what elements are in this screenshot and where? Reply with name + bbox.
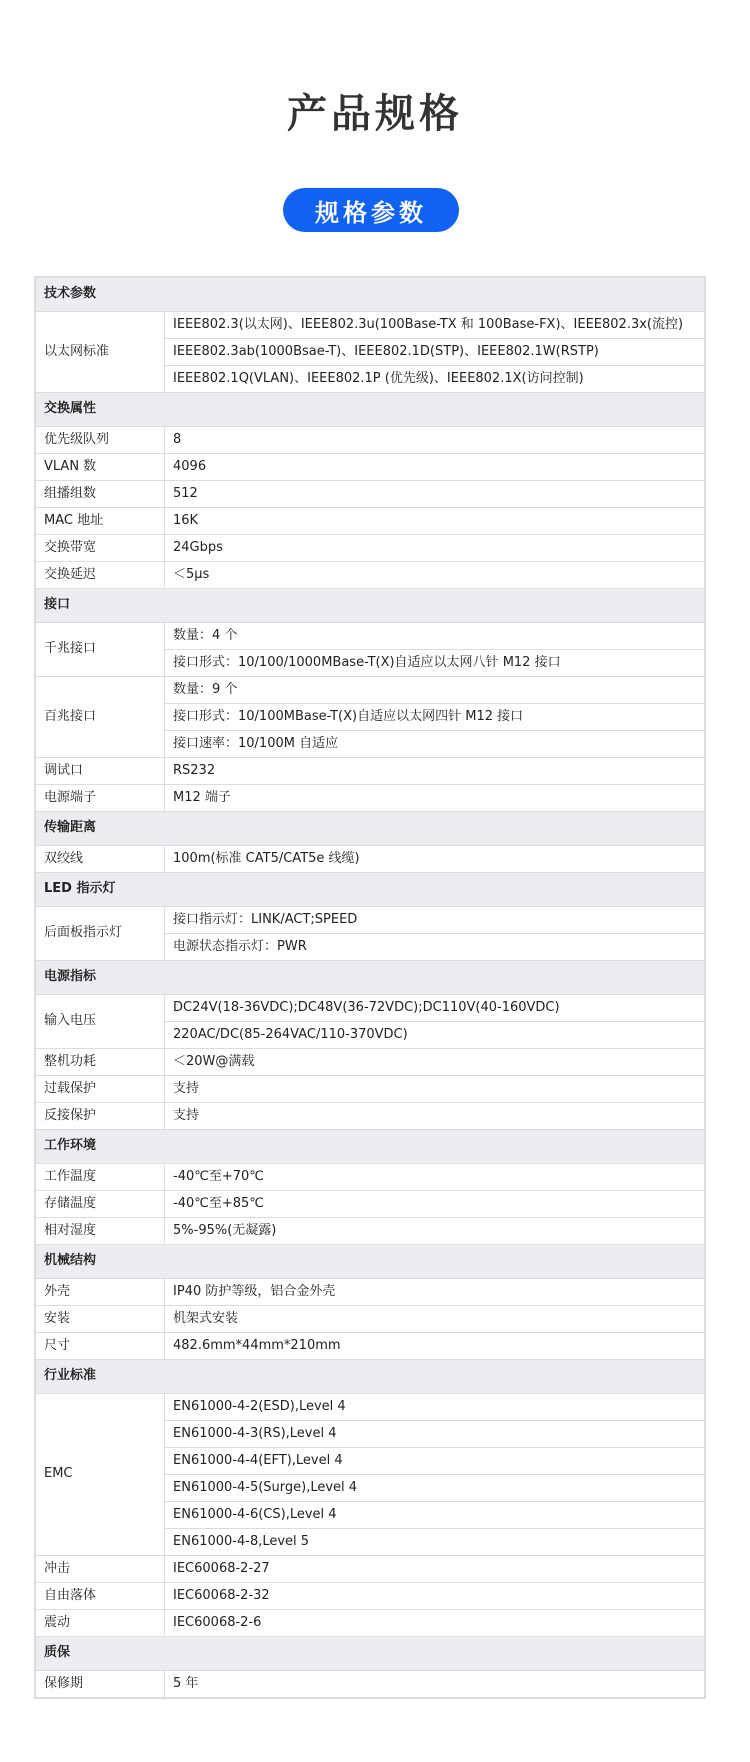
spec-value: ＜20W@满载	[165, 1049, 706, 1076]
spec-row	[35, 1671, 705, 1699]
spec-value: ＜5μs	[165, 562, 706, 589]
spec-value: M12 端子	[165, 785, 706, 812]
spec-row	[35, 1394, 705, 1421]
spec-key: VLAN 数	[35, 454, 165, 481]
spec-params-badge: 规格参数	[283, 188, 459, 232]
section-heading: 机械结构	[35, 1245, 705, 1279]
spec-value: 数量：9 个	[165, 677, 706, 704]
spec-key: 后面板指示灯	[35, 907, 165, 961]
spec-value: 数量：4 个	[165, 623, 706, 650]
spec-row	[35, 995, 705, 1022]
spec-key: 交换延迟	[35, 562, 165, 589]
spec-value: 支持	[165, 1103, 706, 1130]
page-title: 产品规格	[287, 91, 463, 137]
spec-key: 百兆接口	[35, 677, 165, 758]
section-heading: LED 指示灯	[35, 873, 705, 907]
section-heading: 工作环境	[35, 1130, 705, 1164]
spec-value: -40℃至+85℃	[165, 1191, 706, 1218]
spec-row	[35, 535, 705, 562]
spec-value: 5%-95%(无凝露)	[165, 1218, 706, 1245]
spec-key: 震动	[35, 1610, 165, 1637]
spec-key: 反接保护	[35, 1103, 165, 1130]
spec-key: 冲击	[35, 1556, 165, 1583]
spec-value: 100m(标准 CAT5/CAT5e 线缆)	[165, 846, 706, 873]
section-header-row	[35, 589, 705, 623]
spec-value: 16K	[165, 508, 706, 535]
spec-value: IP40 防护等级，铝合金外壳	[165, 1279, 706, 1306]
spec-value: 接口形式：10/100MBase-T(X)自适应以太网四针 M12 接口	[165, 704, 706, 731]
spec-value: EN61000-4-4(EFT),Level 4	[165, 1448, 706, 1475]
spec-value: 24Gbps	[165, 535, 706, 562]
section-header-row	[35, 961, 705, 995]
spec-row	[35, 785, 705, 812]
spec-row	[35, 677, 705, 704]
spec-row	[35, 1583, 705, 1610]
spec-key: 整机功耗	[35, 1049, 165, 1076]
section-heading: 传输距离	[35, 812, 705, 846]
section-header-row	[35, 873, 705, 907]
section-heading: 技术参数	[35, 277, 705, 312]
section-heading: 交换属性	[35, 393, 705, 427]
spec-key: 双绞线	[35, 846, 165, 873]
spec-value: 512	[165, 481, 706, 508]
spec-value: 5 年	[165, 1671, 706, 1699]
spec-key: 自由落体	[35, 1583, 165, 1610]
spec-value: 支持	[165, 1076, 706, 1103]
spec-row	[35, 562, 705, 589]
spec-value: IEC60068-2-27	[165, 1556, 706, 1583]
spec-value: EN61000-4-2(ESD),Level 4	[165, 1394, 706, 1421]
spec-row	[35, 846, 705, 873]
spec-key: 过载保护	[35, 1076, 165, 1103]
spec-key: 组播组数	[35, 481, 165, 508]
spec-value: EN61000-4-8,Level 5	[165, 1529, 706, 1556]
spec-key: 以太网标准	[35, 312, 165, 393]
spec-value: -40℃至+70℃	[165, 1164, 706, 1191]
spec-table	[34, 276, 706, 1699]
section-header-row	[35, 1130, 705, 1164]
spec-key: MAC 地址	[35, 508, 165, 535]
spec-row	[35, 907, 705, 934]
section-heading: 电源指标	[35, 961, 705, 995]
spec-row	[35, 1049, 705, 1076]
spec-value: 482.6mm*44mm*210mm	[165, 1333, 706, 1360]
spec-key: 尺寸	[35, 1333, 165, 1360]
spec-row	[35, 481, 705, 508]
spec-row	[35, 454, 705, 481]
spec-value: IEEE802.3(以太网)、IEEE802.3u(100Base-TX 和 100Base-FX)、IEEE802.3x(流控)	[165, 312, 706, 339]
spec-row	[35, 427, 705, 454]
spec-row	[35, 1610, 705, 1637]
spec-value: 接口速率：10/100M 自适应	[165, 731, 706, 758]
spec-key: EMC	[35, 1394, 165, 1556]
spec-row	[35, 758, 705, 785]
spec-value: RS232	[165, 758, 706, 785]
spec-row	[35, 1191, 705, 1218]
spec-row	[35, 508, 705, 535]
spec-row	[35, 312, 705, 339]
spec-row	[35, 1556, 705, 1583]
spec-key: 输入电压	[35, 995, 165, 1049]
spec-value: IEEE802.1Q(VLAN)、IEEE802.1P (优先级)、IEEE802.1X(访问控制)	[165, 366, 706, 393]
spec-row	[35, 1306, 705, 1333]
spec-value: EN61000-4-6(CS),Level 4	[165, 1502, 706, 1529]
spec-key: 相对湿度	[35, 1218, 165, 1245]
spec-key: 工作温度	[35, 1164, 165, 1191]
spec-key: 安装	[35, 1306, 165, 1333]
spec-row	[35, 1333, 705, 1360]
spec-value: 接口指示灯：LINK/ACT;SPEED	[165, 907, 706, 934]
section-header-row	[35, 1360, 705, 1394]
spec-key: 千兆接口	[35, 623, 165, 677]
section-header-row	[35, 1245, 705, 1279]
spec-row	[35, 1218, 705, 1245]
spec-key: 优先级队列	[35, 427, 165, 454]
spec-row	[35, 1164, 705, 1191]
section-header-row	[35, 1637, 705, 1671]
section-heading: 接口	[35, 589, 705, 623]
spec-value: 电源状态指示灯：PWR	[165, 934, 706, 961]
spec-value: IEEE802.3ab(1000Bsae-T)、IEEE802.1D(STP)、IEEE802.1W(RSTP)	[165, 339, 706, 366]
spec-key: 调试口	[35, 758, 165, 785]
spec-value: 接口形式：10/100/1000MBase-T(X)自适应以太网八针 M12 接口	[165, 650, 706, 677]
spec-row	[35, 1076, 705, 1103]
section-heading: 行业标准	[35, 1360, 705, 1394]
spec-key: 外壳	[35, 1279, 165, 1306]
spec-key: 存储温度	[35, 1191, 165, 1218]
section-heading: 质保	[35, 1637, 705, 1671]
spec-value: 4096	[165, 454, 706, 481]
spec-row	[35, 623, 705, 650]
spec-value: EN61000-4-3(RS),Level 4	[165, 1421, 706, 1448]
spec-value: 220AC/DC(85-264VAC/110-370VDC)	[165, 1022, 706, 1049]
spec-value: DC24V(18-36VDC);DC48V(36-72VDC);DC110V(40-160VDC)	[165, 995, 706, 1022]
section-header-row	[35, 277, 705, 312]
spec-key: 交换带宽	[35, 535, 165, 562]
spec-key: 电源端子	[35, 785, 165, 812]
spec-value: EN61000-4-5(Surge),Level 4	[165, 1475, 706, 1502]
spec-row	[35, 1103, 705, 1130]
spec-value: 机架式安装	[165, 1306, 706, 1333]
spec-value: 8	[165, 427, 706, 454]
section-header-row	[35, 812, 705, 846]
spec-row	[35, 1279, 705, 1306]
spec-value: IEC60068-2-6	[165, 1610, 706, 1637]
spec-key: 保修期	[35, 1671, 165, 1699]
spec-value: IEC60068-2-32	[165, 1583, 706, 1610]
section-header-row	[35, 393, 705, 427]
